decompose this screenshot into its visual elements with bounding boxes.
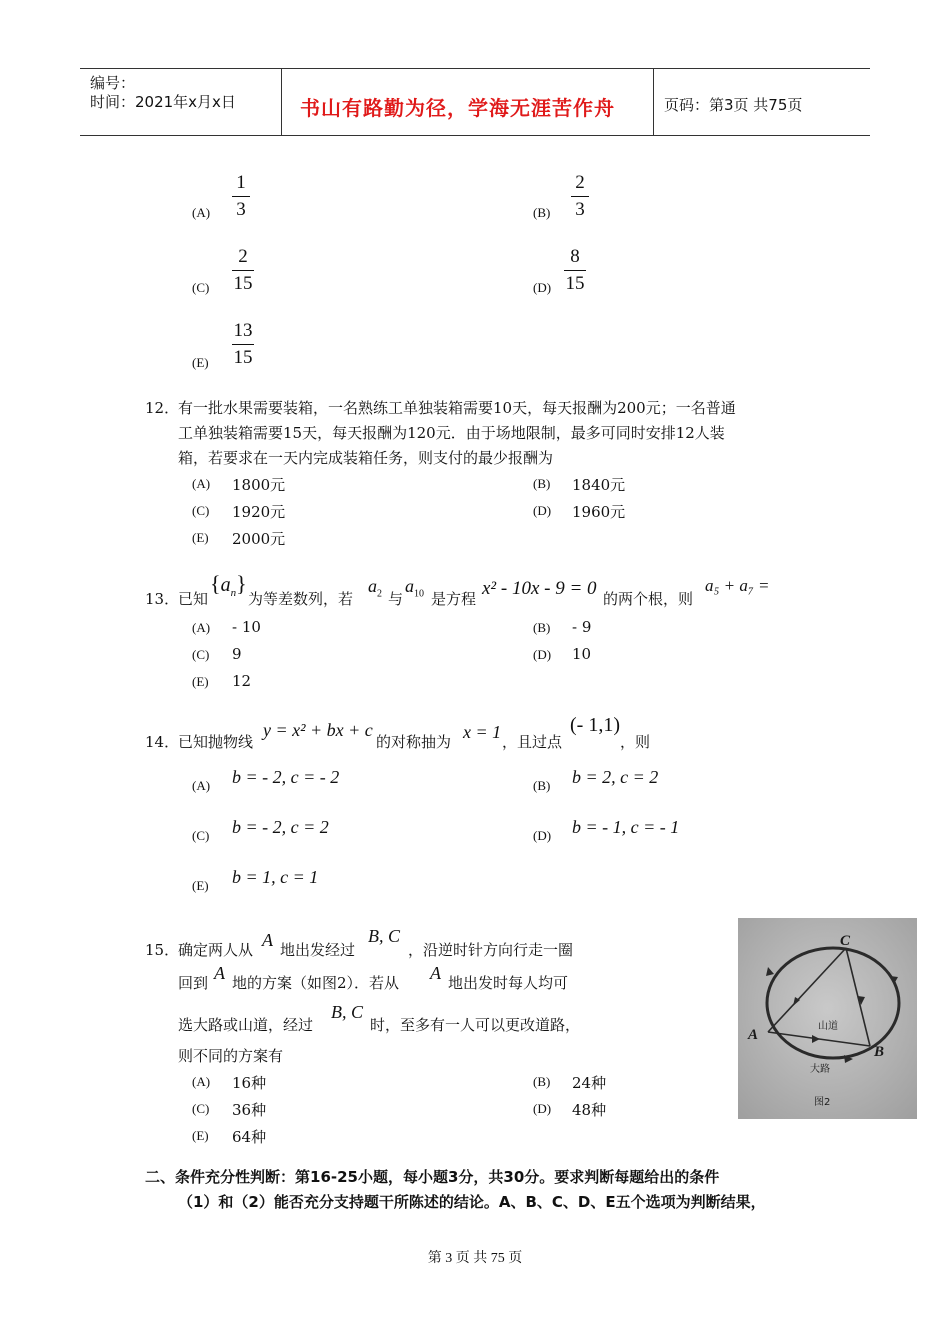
q12-option-b-text: 1840元 bbox=[572, 476, 626, 494]
q13-text-3: 与 bbox=[388, 590, 404, 608]
q15-points-bc-2: B, C bbox=[331, 1002, 364, 1022]
q12-option-d-label: (D) bbox=[533, 503, 552, 518]
q12-option-c-label: (C) bbox=[192, 503, 210, 518]
q13-option-a-text: - 10 bbox=[232, 618, 261, 636]
q13-option-b-text: - 9 bbox=[572, 618, 592, 636]
q14-text-3: ，且过点 bbox=[502, 733, 563, 751]
q13-answer-expr: a₅ + a₇ = bbox=[705, 576, 770, 595]
q13-option-a-label: (A) bbox=[192, 620, 211, 635]
q15-figure bbox=[738, 918, 917, 1119]
q14-option-a-text: b = - 2, c = - 2 bbox=[232, 767, 340, 787]
q15-point-a-2: A bbox=[214, 963, 225, 983]
q14-option-b-label: (B) bbox=[533, 778, 551, 793]
figure-label-road: 大路 bbox=[810, 1064, 830, 1075]
q15-number: 15． bbox=[145, 941, 180, 959]
q14-option-c-text: b = - 2, c = 2 bbox=[232, 817, 329, 837]
q13-a10: $a_{10}$ bbox=[405, 576, 424, 600]
q12-option-e-text: 2000元 bbox=[232, 530, 286, 548]
q15-line-1-b: 地出发经过 bbox=[280, 941, 356, 959]
q15-point-a-1: A bbox=[262, 930, 273, 950]
figure-label-a: A bbox=[748, 1027, 759, 1043]
q14-text-4: ，则 bbox=[620, 733, 651, 751]
q15-option-e-label: (E) bbox=[192, 1128, 209, 1143]
q12-option-b-label: (B) bbox=[533, 476, 551, 491]
header-bottom-rule bbox=[80, 135, 870, 136]
q12-line-1: 有一批水果需要装箱，一名熟练工单独装箱需要10天，每天报酬为200元；一名普通 bbox=[178, 399, 736, 417]
figure-label-c: C bbox=[840, 933, 851, 949]
q13-option-c-label: (C) bbox=[192, 647, 210, 662]
q15-point-a-3: A bbox=[430, 963, 441, 983]
q13-text-4: 是方程 bbox=[431, 590, 477, 608]
q14-number: 14． bbox=[145, 733, 180, 751]
q13-text-1: 已知 bbox=[178, 590, 209, 608]
q13-equation: x² - 10x - 9 = 0 bbox=[482, 578, 597, 599]
time-label: 时间：2021年x月x日 bbox=[90, 93, 236, 111]
q13-number: 13． bbox=[145, 590, 180, 608]
header-divider-left bbox=[281, 68, 282, 136]
q15-option-c-label: (C) bbox=[192, 1101, 210, 1116]
header-motto: 书山有路勤为径，学海无涯苦作舟 bbox=[300, 96, 615, 120]
figure-label-mountain: 山道 bbox=[818, 1021, 838, 1032]
q15-line-3-a: 选大路或山道，经过 bbox=[178, 1016, 314, 1034]
q12-line-3: 箱，若要求在一天内完成装箱任务，则支付的最少报酬为 bbox=[178, 449, 554, 467]
q11-option-d-label: (D) bbox=[533, 280, 552, 295]
q12-option-a-label: (A) bbox=[192, 476, 211, 491]
q15-points-bc-1: B, C bbox=[368, 926, 401, 946]
q13-option-d-label: (D) bbox=[533, 647, 552, 662]
q15-line-2-b: 地的方案（如图2）．若从 bbox=[232, 974, 400, 992]
header-top-rule bbox=[80, 68, 870, 69]
page-footer: 第 3 页 共 75 页 bbox=[427, 1251, 523, 1266]
q14-option-d-label: (D) bbox=[533, 828, 552, 843]
q14-text-1: 已知抛物线 bbox=[178, 733, 254, 751]
section2-line-1: 二、条件充分性判断：第16-25小题，每小题3分，共30分。要求判断每题给出的条件 bbox=[145, 1168, 720, 1186]
q15-line-2-c: 地出发时每人均可 bbox=[448, 974, 569, 992]
header-divider-right bbox=[653, 68, 654, 136]
q11-option-c-fraction: 2 15 bbox=[233, 246, 253, 294]
q15-option-d-text: 48种 bbox=[572, 1101, 607, 1119]
q12-option-a-text: 1800元 bbox=[232, 476, 286, 494]
header-page-info: 页码：第3页 共75页 bbox=[664, 96, 803, 114]
q14-axis: x = 1 bbox=[463, 722, 502, 742]
q14-parabola: y = x² + bx + c bbox=[263, 720, 373, 740]
q11-option-e-label: (E) bbox=[192, 355, 209, 370]
q15-line-4: 则不同的方案有 bbox=[178, 1047, 284, 1065]
q14-option-d-text: b = - 1, c = - 1 bbox=[572, 817, 680, 837]
section2-line-2: （1）和（2）能否充分支持题干所陈述的结论。A、B、C、D、E五个选项为判断结果， bbox=[178, 1193, 766, 1211]
q15-line-2-a: 回到 bbox=[178, 974, 209, 992]
serial-label: 编号： bbox=[90, 74, 136, 92]
q12-line-2: 工单独装箱需要15天，每天报酬为120元．由于场地限制，最多可同时安排12人装 bbox=[178, 424, 725, 442]
q14-option-e-text: b = 1, c = 1 bbox=[232, 867, 319, 887]
q14-option-b-text: b = 2, c = 2 bbox=[572, 767, 659, 787]
q15-option-a-label: (A) bbox=[192, 1074, 211, 1089]
q13-option-e-label: (E) bbox=[192, 674, 209, 689]
q15-option-b-text: 24种 bbox=[572, 1074, 607, 1092]
q15-option-d-label: (D) bbox=[533, 1101, 552, 1116]
q15-line-1-c: ，沿逆时针方向行走一圈 bbox=[408, 941, 574, 959]
q14-text-2: 的对称抽为 bbox=[376, 733, 452, 751]
q13-text-2: 为等差数列，若 bbox=[248, 590, 354, 608]
q15-option-c-text: 36种 bbox=[232, 1101, 267, 1119]
q12-option-d-text: 1960元 bbox=[572, 503, 626, 521]
q15-line-1-a: 确定两人从 bbox=[178, 941, 254, 959]
figure-label-b: B bbox=[874, 1044, 885, 1060]
q13-text-5: 的两个根，则 bbox=[603, 590, 694, 608]
q13-sequence: $\{a_n\}$ bbox=[210, 571, 247, 599]
q12-option-e-label: (E) bbox=[192, 530, 209, 545]
q13-a2: $a_2$ bbox=[368, 576, 382, 600]
q11-option-c-label: (C) bbox=[192, 280, 210, 295]
q12-number: 12． bbox=[145, 399, 180, 417]
q14-point: (- 1,1) bbox=[570, 714, 620, 736]
q14-option-c-label: (C) bbox=[192, 828, 210, 843]
figure-caption: 图2 bbox=[814, 1097, 831, 1108]
q11-option-b-fraction: 2 3 bbox=[571, 172, 589, 221]
q11-option-d-fraction: 8 15 bbox=[565, 246, 585, 294]
q14-option-a-label: (A) bbox=[192, 778, 211, 793]
q15-option-e-text: 64种 bbox=[232, 1128, 267, 1146]
q13-option-d-text: 10 bbox=[572, 645, 592, 663]
q15-line-3-b: 时，至多有一人可以更改道路， bbox=[370, 1016, 581, 1034]
q11-option-e-fraction: 13 15 bbox=[233, 320, 253, 368]
q13-option-c-text: 9 bbox=[232, 645, 242, 663]
q15-option-b-label: (B) bbox=[533, 1074, 551, 1089]
q12-option-c-text: 1920元 bbox=[232, 503, 286, 521]
q15-option-a-text: 16种 bbox=[232, 1074, 267, 1092]
q11-option-a-label: (A) bbox=[192, 205, 211, 220]
q11-option-a-fraction: 1 3 bbox=[232, 172, 250, 221]
q11-option-b-label: (B) bbox=[533, 205, 551, 220]
q14-option-e-label: (E) bbox=[192, 878, 209, 893]
q13-option-b-label: (B) bbox=[533, 620, 551, 635]
q13-option-e-text: 12 bbox=[232, 672, 252, 690]
